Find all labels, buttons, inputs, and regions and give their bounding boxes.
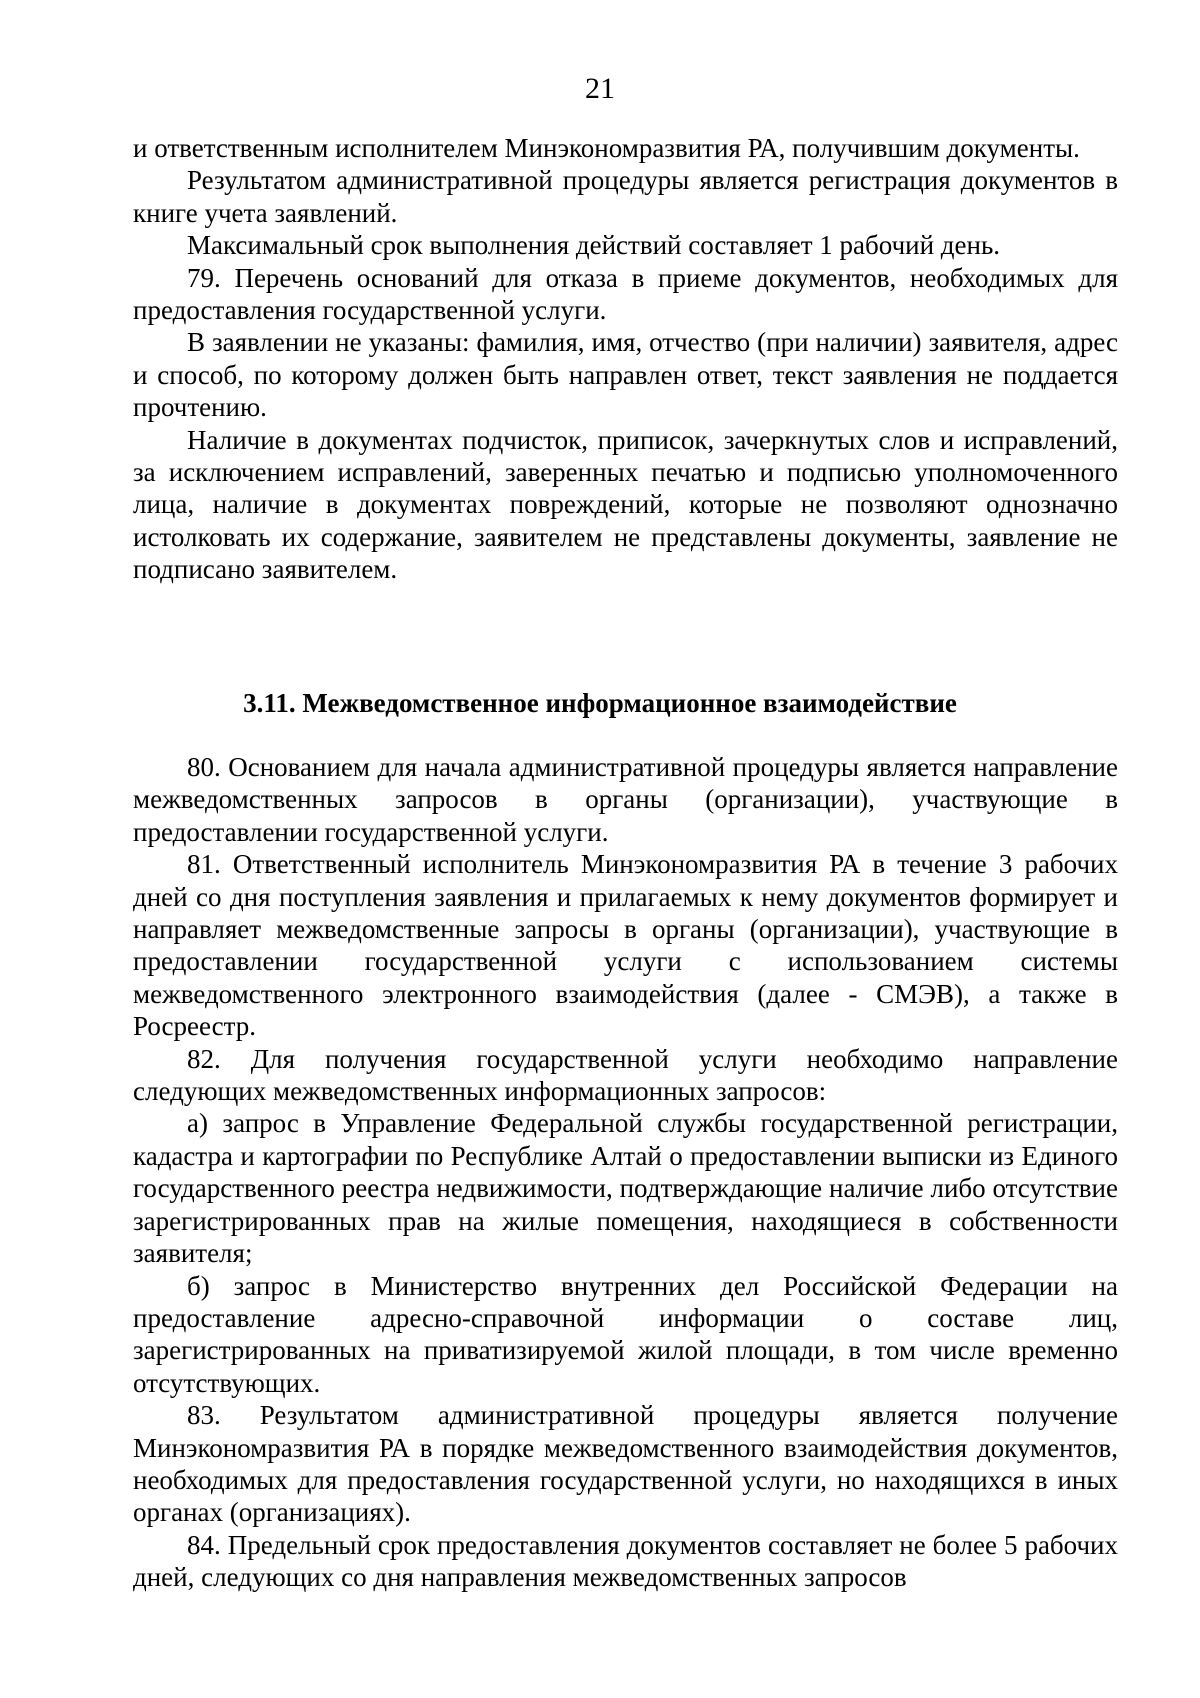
paragraph: а) запрос в Управление Федеральной службы государственной регистрации, кадастра и картографии по Республике Алтай о предоставлении выписки из Единого государственного реестра недвижимости, подтверждающие наличие либо отсутствие зарегистрированных прав на жилые помещения, находящиеся в собственности заявителя; bbox=[133, 1108, 1118, 1269]
paragraph: 79. Перечень оснований для отказа в приеме документов, необходимых для предоставления государственной услуги. bbox=[133, 262, 1118, 326]
paragraph: и ответственным исполнителем Минэкономразвития РА, получившим документы. bbox=[133, 133, 1080, 163]
section-heading: 3.11. Межведомственное информационное взаимодействие bbox=[243, 688, 957, 718]
paragraph: В заявлении не указаны: фамилия, имя, отчество (при наличии) заявителя, адрес и способ, по которому должен быть направлен ответ, текст заявления не поддается прочтению. bbox=[133, 327, 1118, 423]
paragraph: Результатом административной процедуры является регистрация документов в книге учета заявлений. bbox=[133, 165, 1118, 228]
paragraph: 83. Результатом административной процедуры является получение Минэкономразвития РА в порядке межведомственного взаимодействия документов, необходимых для предоставления государственной услуги, но находящихся в иных органах (организациях). bbox=[133, 1400, 1118, 1528]
paragraph: 81. Ответственный исполнитель Минэкономразвития РА в течение 3 рабочих дней со дня поступления заявления и прилагаемых к нему документов формирует и направляет межведомственные запросы в органы (организации), участвующие в предоставлении государственной услуги с использованием системы межведомственного электронного взаимодействия (далее - СМЭВ), а также в Росреестр. bbox=[133, 849, 1118, 1042]
paragraph: б) запрос в Министерство внутренних дел Российской Федерации на предоставление адресно-справочной информации о составе лиц, зарегистрированных на приватизируемой жилой площади, в том числе временно отсутствующих. bbox=[133, 1270, 1118, 1398]
section-top bbox=[133, 132, 1118, 586]
paragraph: 80. Основанием для начала административной процедуры является направление межведомственных запросов в органы (организации), участвующие в предоставлении государственной услуги. bbox=[133, 752, 1118, 847]
page-number: 21 bbox=[585, 72, 615, 105]
paragraph: 84. Предельный срок предоставления документов составляет не более 5 рабочих дней, следующих со дня направления межведомственных запросов bbox=[133, 1529, 1118, 1593]
paragraph: Максимальный срок выполнения действий составляет 1 рабочий день. bbox=[187, 230, 1001, 261]
paragraph: 82. Для получения государственной услуги необходимо направление следующих межведомственных информационных запросов: bbox=[133, 1043, 1118, 1107]
paragraph: Наличие в документах подчисток, приписок, зачеркнутых слов и исправлений, за исключением исправлений, заверенных печатью и подписью уполномоченного лица, наличие в документах повреждений, которые не позволяют однозначно истолковать их содержание, заявителем не представлены документы, заявление не подписано заявителем. bbox=[133, 424, 1118, 585]
section-interagency bbox=[133, 751, 1118, 1594]
